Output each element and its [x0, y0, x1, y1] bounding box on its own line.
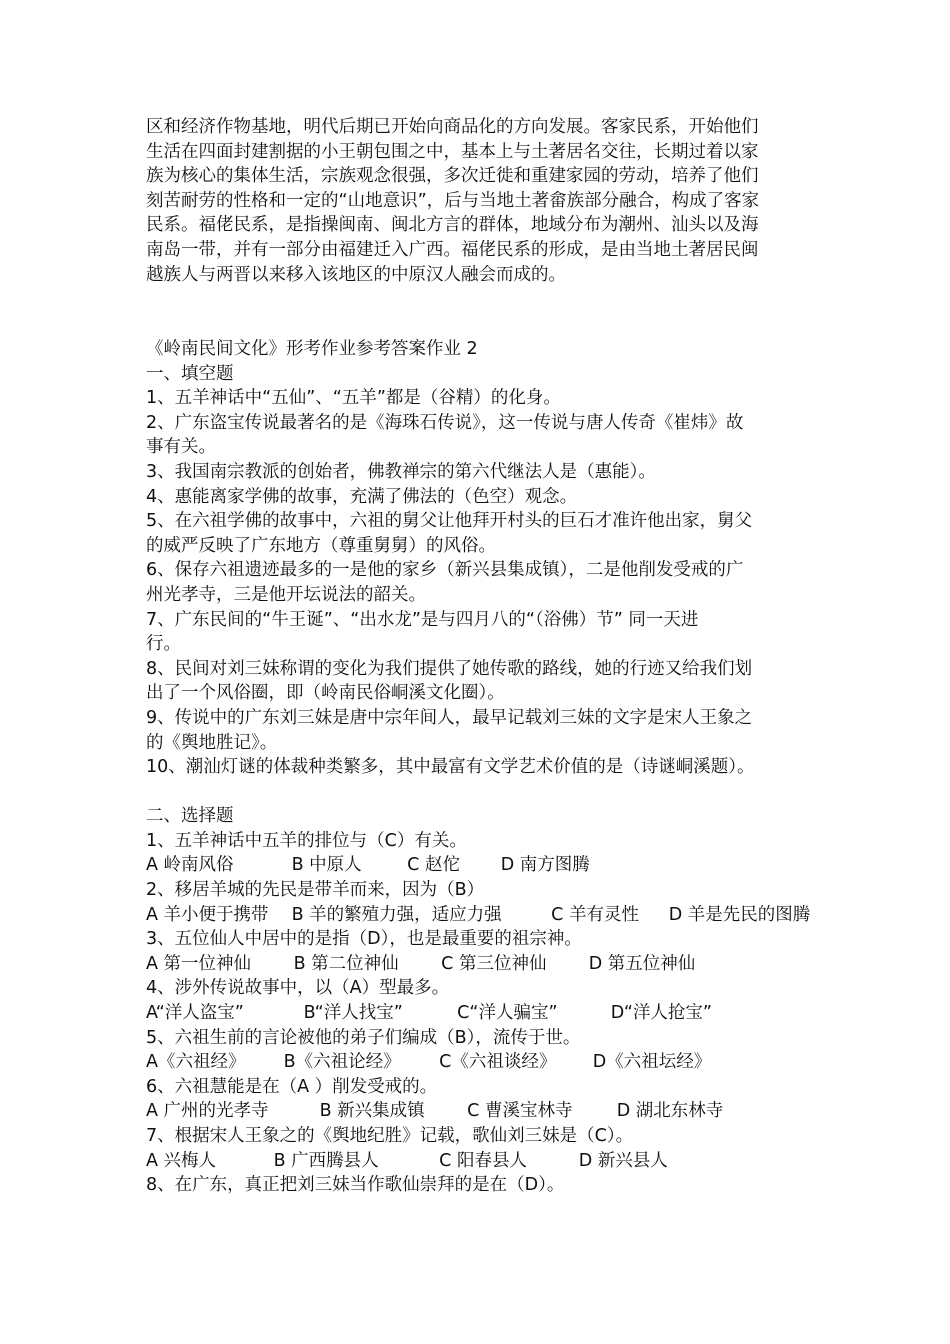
option: C 羊有灵性: [551, 904, 639, 925]
assignment-body: [146, 337, 826, 1198]
option: B《六祖论经》: [283, 1052, 401, 1073]
fill-blank-line: 10、潮汕灯谜的体裁种类繁多，其中最富有文学艺术价值的是（诗谜峒溪题）。: [146, 757, 755, 778]
option: A 第一位神仙: [146, 953, 252, 974]
fill-blank-line: 州光孝寺，三是他开坛说法的韶关。: [146, 584, 426, 605]
option: A 岭南风俗: [146, 855, 234, 876]
option: B 第二位神仙: [293, 953, 399, 974]
fill-blank-line: 7、广东民间的“牛王诞”、“出水龙”是与四月八的“（浴佛）节” 同一天进: [146, 609, 699, 630]
option: B“洋人找宝”: [303, 1003, 403, 1024]
question-text: 6、六祖慧能是在（A ）削发受戒的。: [146, 1076, 438, 1097]
options-row: [146, 1099, 826, 1124]
question-text: 8、在广东，真正把刘三妹当作歌仙崇拜的是在（D）。: [146, 1175, 565, 1196]
intro-paragraph: [146, 115, 826, 287]
option: D 第五位神仙: [588, 953, 696, 974]
question-text: 4、涉外传说故事中，以（A）型最多。: [146, 978, 450, 999]
fill-blank-line: 9、传说中的广东刘三妹是唐中宗年间人，最早记载刘三妹的文字是宋人王象之: [146, 707, 753, 728]
fill-blank-line: 5、在六祖学佛的故事中，六祖的舅父让他拜开村头的巨石才准许他出家，舅父: [146, 511, 753, 532]
option: C 赵佗: [407, 855, 460, 876]
options-row: [146, 1001, 826, 1026]
text-line: 生活在四面封建割据的小王朝包围之中，基本上与土著居名交往，长期过着以家: [146, 141, 759, 162]
question-text: 2、移居羊城的先民是带羊而来，因为（B）: [146, 880, 485, 901]
text-line: 族为核心的集体生活，宗族观念很强，多次迁徙和重建家园的劳动，培养了他们: [146, 166, 759, 187]
fill-blank-line: 3、我国南宗教派的创始者，佛教禅宗的第六代继法人是（惠能）。: [146, 461, 656, 482]
option: A 广州的光孝寺: [146, 1101, 269, 1122]
text-line: 刻苦耐劳的性格和一定的“山地意识”，后与当地土著畲族部分融合，构成了客家: [146, 190, 760, 211]
text-line: 民系。福佬民系，是指操闽南、闽北方言的群体，地域分布为潮州、汕头以及海: [146, 215, 759, 236]
options-row: [146, 1149, 826, 1174]
option: C 曹溪宝林寺: [467, 1101, 573, 1122]
option: D《六祖坛经》: [592, 1052, 712, 1073]
options-row: [146, 853, 826, 878]
fill-blank-line: 2、广东盗宝传说最著名的是《海珠石传说》，这一传说与唐人传奇《崔炜》故: [146, 412, 744, 433]
fill-blank-line: 6、保存六祖遗迹最多的一是他的家乡（新兴县集成镇），二是他削发受戒的广: [146, 560, 744, 581]
question-text: 1、五羊神话中五羊的排位与（C）有关。: [146, 830, 467, 851]
option: C《六祖谈经》: [439, 1052, 557, 1073]
option: B 广西腾县人: [273, 1150, 379, 1171]
option: A 羊小便于携带: [146, 904, 269, 925]
assignment-title: 《岭南民间文化》形考作业参考答案作业 2: [146, 339, 478, 359]
section-heading: 一、填空题: [146, 363, 234, 384]
option: A 兴梅人: [146, 1150, 217, 1171]
option: A“洋人盗宝”: [146, 1003, 244, 1024]
option: C“洋人骗宝”: [457, 1003, 558, 1024]
text-line: 南岛一带，并有一部分由福建迁入广西。福佬民系的形成，是由当地土著居民闽: [146, 239, 759, 260]
options-row: [146, 903, 826, 928]
fill-blank-line: 1、五羊神话中“五仙”、“五羊”都是（谷精）的化身。: [146, 388, 561, 409]
option: D 羊是先民的图腾: [668, 904, 811, 925]
options-row: [146, 952, 826, 977]
option: D 南方图腾: [500, 855, 590, 876]
question-text: 5、六祖生前的言论被他的弟子们编成（B），流传于世。: [146, 1027, 581, 1048]
section-heading: 二、选择题: [146, 806, 234, 827]
options-row: [146, 1050, 826, 1075]
option: A《六祖经》: [146, 1052, 246, 1073]
option: B 新兴集成镇: [319, 1101, 425, 1122]
fill-blank-line: 的威严反映了广东地方（尊重舅舅）的风俗。: [146, 535, 496, 556]
question-text: 3、五位仙人中居中的是指（D），也是最重要的祖宗神。: [146, 929, 582, 950]
fill-blank-line: 事有关。: [146, 437, 216, 458]
fill-blank-line: 出了一个风俗圈，即（岭南民俗峒溪文化圈）。: [146, 683, 505, 704]
fill-blank-line: 8、民间对刘三妹称谓的变化为我们提供了她传歌的路线，她的行迹又给我们划: [146, 658, 753, 679]
option: D“洋人抢宝”: [610, 1003, 712, 1024]
option: B 羊的繁殖力强，适应力强: [291, 904, 502, 925]
option: C 阳春县人: [439, 1150, 527, 1171]
option: D 新兴县人: [578, 1150, 668, 1171]
option: C 第三位神仙: [441, 953, 547, 974]
fill-blank-line: 的《舆地胜记》。: [146, 732, 278, 753]
text-line: 越族人与两晋以来移入该地区的中原汉人融会而成的。: [146, 264, 566, 285]
option: B 中原人: [291, 855, 362, 876]
section-spacer: [146, 780, 826, 805]
question-text: 7、根据宋人王象之的《舆地纪胜》记载，歌仙刘三妹是（C）。: [146, 1126, 634, 1146]
fill-blank-line: 4、惠能离家学佛的故事，充满了佛法的（色空）观念。: [146, 486, 578, 507]
option: D 湖北东林寺: [616, 1101, 724, 1122]
fill-blank-line: 行。: [146, 634, 181, 655]
text-line: 区和经济作物基地，明代后期已开始向商品化的方向发展。客家民系，开始他们: [146, 117, 759, 137]
